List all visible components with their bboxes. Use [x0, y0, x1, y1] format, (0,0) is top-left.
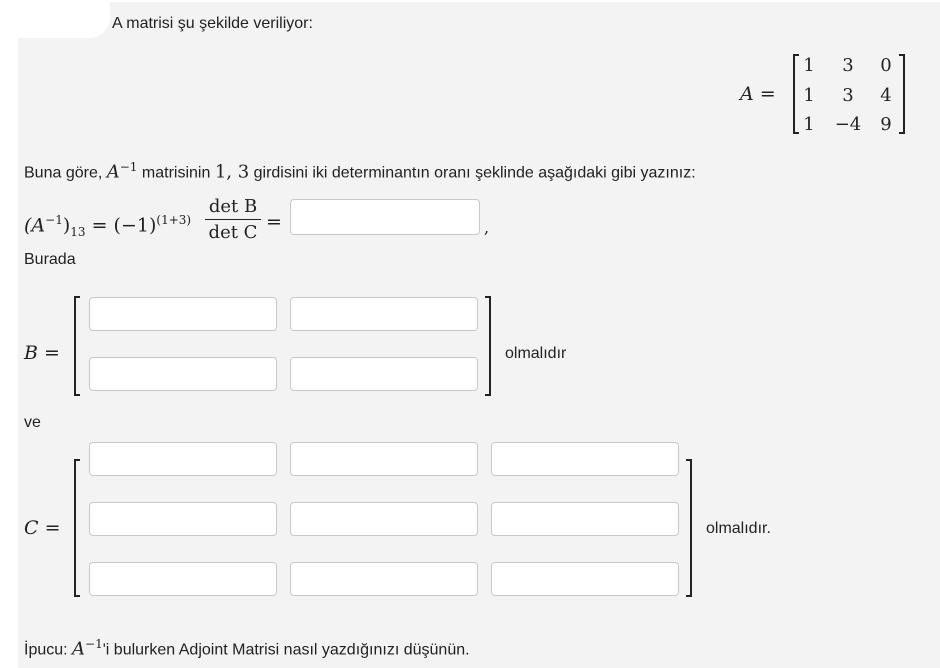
matrix-b-label: B =: [24, 342, 60, 364]
formula-denominator: det C: [208, 222, 258, 243]
question-text: [24, 157, 696, 183]
question-mid: matrisinin: [141, 164, 211, 182]
matrix-c-right-bracket: [686, 459, 692, 597]
intro-text: A matrisi şu şekilde veriliyor:: [112, 15, 313, 32]
formula-equals: =: [266, 211, 282, 233]
matrix-b-input[interactable]: [89, 357, 277, 391]
matrix-a-cell: 3: [842, 55, 854, 76]
ve-label: ve: [24, 414, 41, 431]
fraction-bar: [205, 219, 261, 220]
hint-body: 'i bulurken Adjoint Matrisi nasıl yazdığınızı düşünün.: [102, 641, 470, 659]
matrix-c-left-bracket: [74, 459, 80, 597]
matrix-b-suffix: olmalıdır: [505, 345, 567, 362]
question-prefix: Buna göre,: [24, 164, 103, 182]
matrix-c-input[interactable]: [89, 562, 277, 596]
header-blank: [0, 0, 110, 38]
matrix-b-right-bracket: [485, 296, 491, 396]
matrix-c-input[interactable]: [290, 502, 478, 536]
matrix-c-input[interactable]: [290, 442, 478, 476]
matrix-a-cell: 4: [880, 85, 892, 106]
matrix-c-input[interactable]: [290, 562, 478, 596]
formula-lhs: [24, 210, 191, 242]
matrix-c-label: C =: [24, 517, 61, 539]
formula-fraction: [205, 196, 261, 243]
formula-lhs-sup: −1: [45, 213, 63, 227]
question-entry: 1, 3: [214, 161, 250, 183]
matrix-c-suffix: olmalıdır.: [706, 520, 771, 537]
formula-lhs-close: ): [62, 214, 71, 237]
hint-prefix: İpucu:: [24, 641, 68, 659]
matrix-c-input[interactable]: [491, 442, 679, 476]
matrix-b-left-bracket: [74, 296, 80, 396]
hint-text: [24, 634, 470, 660]
matrix-a-cell: 1: [803, 114, 815, 135]
matrix-c-input[interactable]: [491, 562, 679, 596]
matrix-a-label: A =: [740, 83, 776, 105]
formula-sign: = (−1): [91, 214, 157, 237]
question-suffix: girdisini iki determinantın oranı şeklinde aşağıdaki gibi yazınız:: [253, 164, 696, 182]
matrix-a-cell: 1: [803, 55, 815, 76]
matrix-a-cell: 0: [880, 55, 892, 76]
formula-lhs-open: (A: [24, 214, 46, 237]
hint-inverse-sup: −1: [85, 637, 103, 651]
matrix-b-input[interactable]: [290, 297, 478, 331]
ratio-answer-input[interactable]: [290, 199, 480, 235]
formula-comma: ,: [484, 218, 490, 237]
matrix-c-input[interactable]: [491, 502, 679, 536]
matrix-b-input[interactable]: [290, 357, 478, 391]
question-inverse-sup: −1: [119, 160, 138, 174]
hint-matrix-symbol: A: [72, 638, 86, 660]
burada-label: Burada: [24, 251, 76, 268]
formula-lhs-sub: 13: [70, 225, 86, 240]
formula-sign-sup: (1+3): [156, 213, 192, 227]
matrix-b-input[interactable]: [89, 297, 277, 331]
formula-numerator: det B: [208, 196, 258, 217]
matrix-a-cell: 3: [842, 85, 854, 106]
matrix-a-cell: −4: [834, 114, 862, 135]
question-matrix-symbol: A: [106, 161, 120, 183]
matrix-a-cell: 9: [880, 114, 892, 135]
matrix-a-cell: 1: [803, 85, 815, 106]
matrix-c-input[interactable]: [89, 502, 277, 536]
matrix-a-right-bracket: [899, 54, 905, 134]
matrix-c-input[interactable]: [89, 442, 277, 476]
